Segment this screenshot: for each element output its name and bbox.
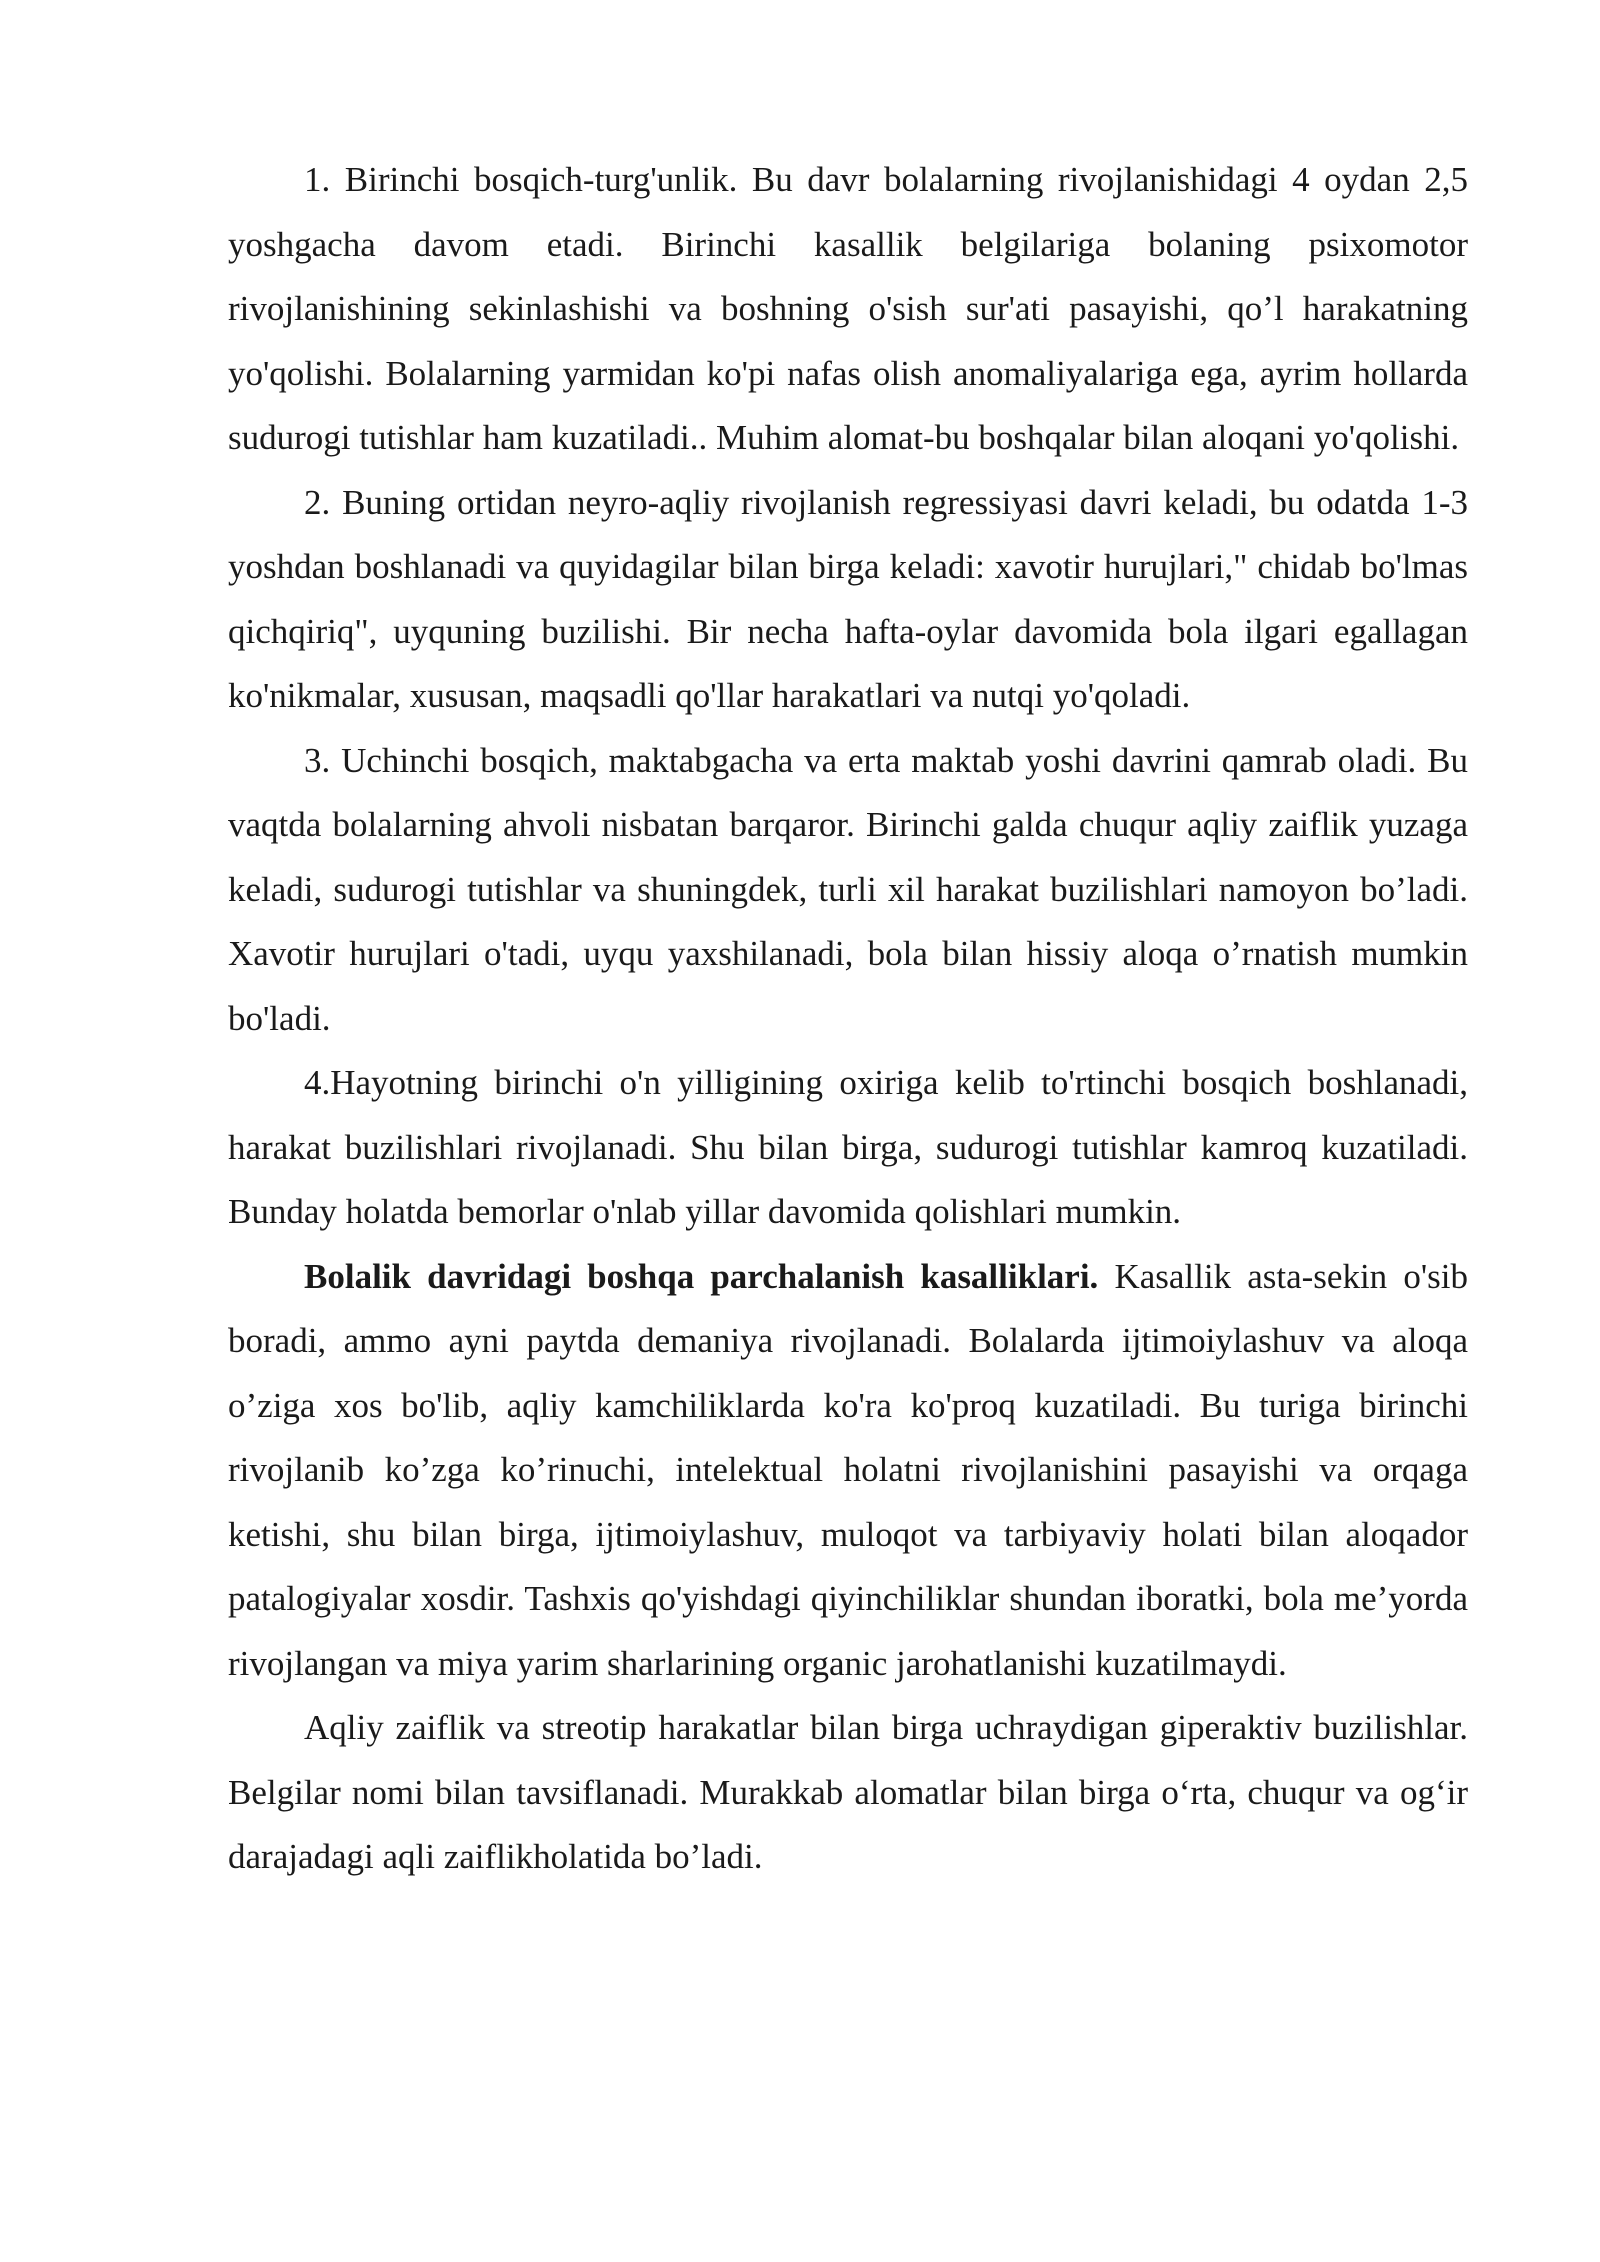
- paragraph-text: 2. Buning ortidan neyro-aqliy rivojlanish regressiyasi davri keladi, bu odatda 1-3 yoshdan boshlanadi va quyidagilar bilan birga keladi: xavotir hurujlari," chidab bo'lmas qichqiriq", uyquning buzilishi. Bir necha hafta-oylar davomida bola ilgari egallagan ko'nikmalar, xususan, maqsadli qo'llar harakatlari va nutqi yo'qoladi.: [228, 482, 1468, 715]
- paragraph-text: 4.Hayotning birinchi o'n yilligining oxiriga kelib to'rtinchi bosqich boshlanadi, harakat buzilishlari rivojlanadi. Shu bilan birga, sudurogi tutishlar kamroq kuzatiladi. Bunday holatda bemorlar o'nlab yillar davomida qolishlari mumkin.: [228, 1063, 1468, 1231]
- paragraph-hyperactive-disorders: [228, 1696, 1468, 1890]
- document-page: [228, 148, 1468, 1890]
- paragraph-stage-2: [228, 471, 1468, 729]
- paragraph-stage-1: [228, 148, 1468, 471]
- section-heading: Bolalik davridagi boshqa parchalanish kasalliklari.: [304, 1256, 1099, 1296]
- paragraph-text: 3. Uchinchi bosqich, maktabgacha va erta maktab yoshi davrini qamrab oladi. Bu vaqtda bolalarning ahvoli nisbatan barqaror. Birinchi galda chuqur aqliy zaiflik yuzaga keladi, sudurogi tutishlar va shuningdek, turli xil harakat buzilishlari namoyon bo’ladi. Xavotir hurujlari o'tadi, uyqu yaxshilanadi, bola bilan hissiy aloqa o’rnatish mumkin bo'ladi.: [228, 740, 1468, 1038]
- paragraph-other-disintegrative-disorders: [228, 1245, 1468, 1697]
- paragraph-text: 1. Birinchi bosqich-turg'unlik. Bu davr bolalarning rivojlanishidagi 4 oydan 2,5 yoshgacha davom etadi. Birinchi kasallik belgilariga bolaning psixomotor rivojlanishining sekinlashishi va boshning o'sish sur'ati pasayishi, qo’l harakatning yo'qolishi. Bolalarning yarmidan ko'pi nafas olish anomaliyalariga ega, ayrim hollarda sudurogi tutishlar ham kuzatiladi.. Muhim alomat-bu boshqalar bilan aloqani yo'qolishi.: [228, 160, 1468, 457]
- paragraph-text: Aqliy zaiflik va streotip harakatlar bilan birga uchraydigan giperaktiv buzilishlar. Belgilar nomi bilan tavsiflanadi. Murakkab alomatlar bilan birga o‘rta, chuqur va og‘ir darajadagi aqli zaiflikholatida bo’ladi.: [228, 1708, 1468, 1876]
- paragraph-stage-4: [228, 1051, 1468, 1245]
- paragraph-stage-3: [228, 729, 1468, 1052]
- paragraph-text: Kasallik asta-sekin o'sib boradi, ammo ayni paytda demaniya rivojlanadi. Bolalarda ijtimoiylashuv va aloqa o’ziga xos bo'lib, aqliy kamchiliklarda ko'ra ko'proq kuzatiladi. Bu turiga birinchi rivojlanib ko’zga ko’rinuchi, intelektual holatni rivojlanishini pasayishi va orqaga ketishi, shu bilan birga, ijtimoiylashuv, muloqot va tarbiyaviy holati bilan aloqador patalogiyalar xosdir. Tashxis qo'yishdagi qiyinchiliklar shundan iboratki, bola me’yorda rivojlangan va miya yarim sharlarining organic jarohatlanishi kuzatilmaydi.: [228, 1256, 1468, 1683]
